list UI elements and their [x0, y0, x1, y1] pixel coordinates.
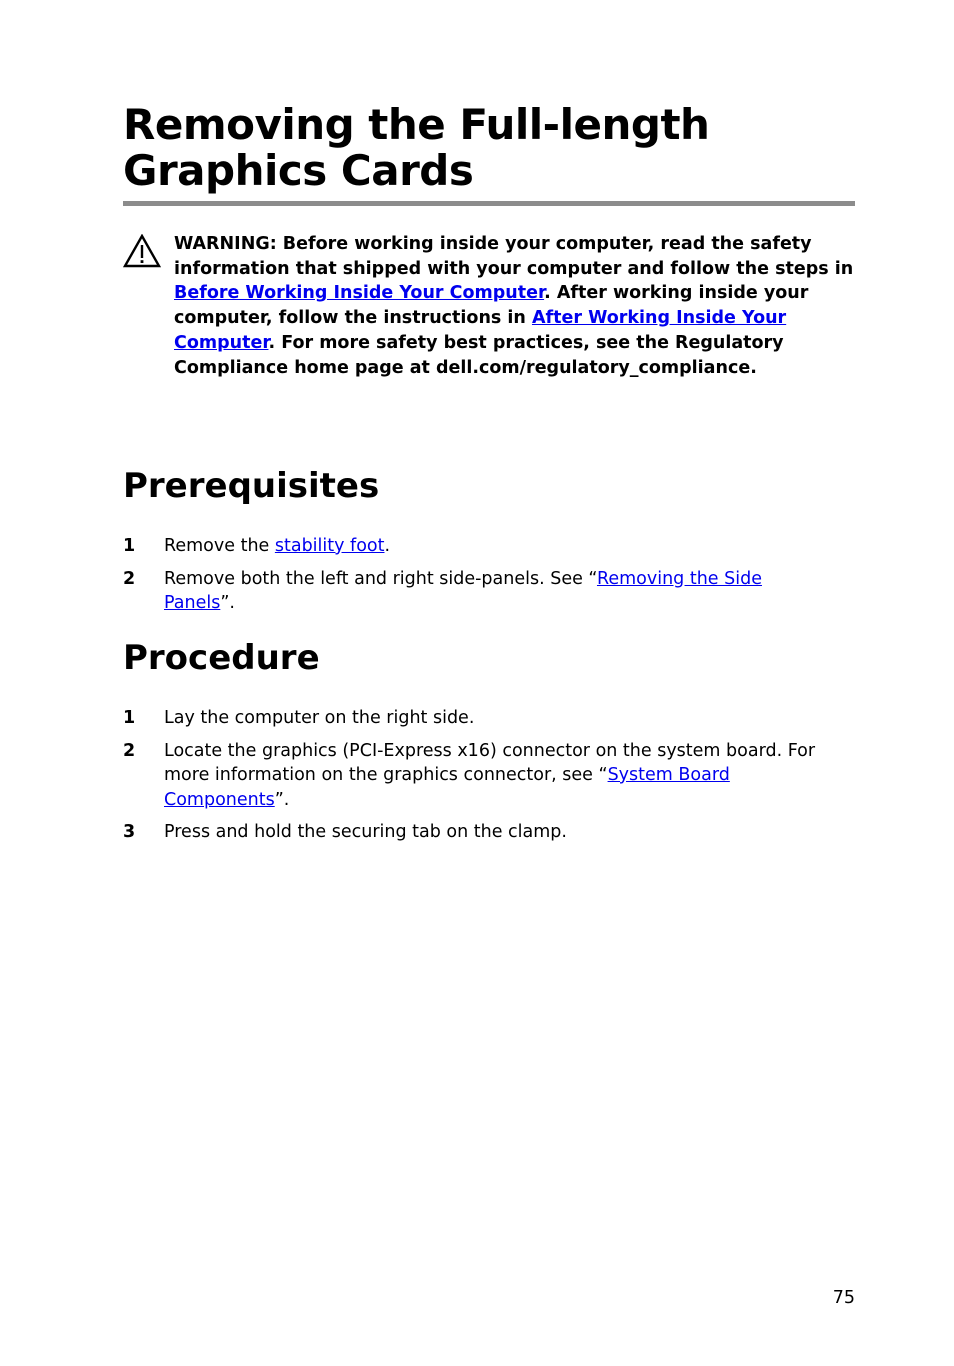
warning-triangle-icon — [123, 234, 161, 268]
step-number: 1 — [123, 708, 136, 728]
step-number: 2 — [123, 568, 136, 589]
prerequisite-step — [123, 534, 855, 559]
before-working-link[interactable]: Before Working Inside Your Computer — [174, 283, 545, 304]
warning-text-prefix: WARNING: Before working inside your computer, read the safety information that shipped with your computer and follow the steps in — [174, 234, 854, 279]
step-text: Remove both the left and right side-panels. See “ — [164, 568, 597, 589]
procedure-step — [123, 706, 855, 731]
warning-text-middle: . After working inside your computer, follow the instructions in — [174, 283, 809, 329]
prerequisites-heading: Prerequisites — [123, 466, 380, 506]
system-board-components-link[interactable]: System Board Components — [164, 765, 730, 810]
stability-foot-link[interactable]: stability foot — [274, 536, 385, 556]
step-number: 1 — [123, 536, 136, 556]
step-text-end: . — [384, 536, 391, 556]
step-text-end: ”. — [220, 593, 235, 613]
warning-text — [174, 232, 864, 380]
prerequisites-list — [123, 534, 855, 624]
step-number: 2 — [123, 740, 136, 761]
step-text: Remove the — [164, 536, 275, 556]
warning-text-suffix: . For more safety best practices, see the Regulatory Compliance home page at dell.com/regulatory_compliance. — [174, 332, 784, 378]
removing-side-panels-link[interactable]: Removing the Side Panels — [164, 568, 762, 613]
step-text-end: ”. — [274, 789, 290, 810]
procedure-list — [123, 706, 855, 853]
step-text: Lay the computer on the right side. — [164, 708, 475, 728]
document-page — [123, 0, 855, 1366]
after-working-link[interactable]: After Working Inside Your Computer — [174, 308, 787, 353]
step-text: Press and hold the securing tab on the clamp. — [164, 822, 567, 842]
page-number: 75 — [832, 1288, 855, 1308]
procedure-heading: Procedure — [123, 638, 320, 678]
prerequisite-step — [123, 567, 855, 616]
procedure-step — [123, 739, 855, 813]
title-divider — [123, 201, 855, 206]
step-text: Locate the graphics (PCI-Express x16) connector on the system board. For more information on the graphics connector, see “ — [164, 740, 816, 785]
page-title: Removing the Full-length Graphics Cards — [123, 100, 710, 195]
step-number: 3 — [123, 822, 136, 842]
procedure-step — [123, 820, 855, 845]
